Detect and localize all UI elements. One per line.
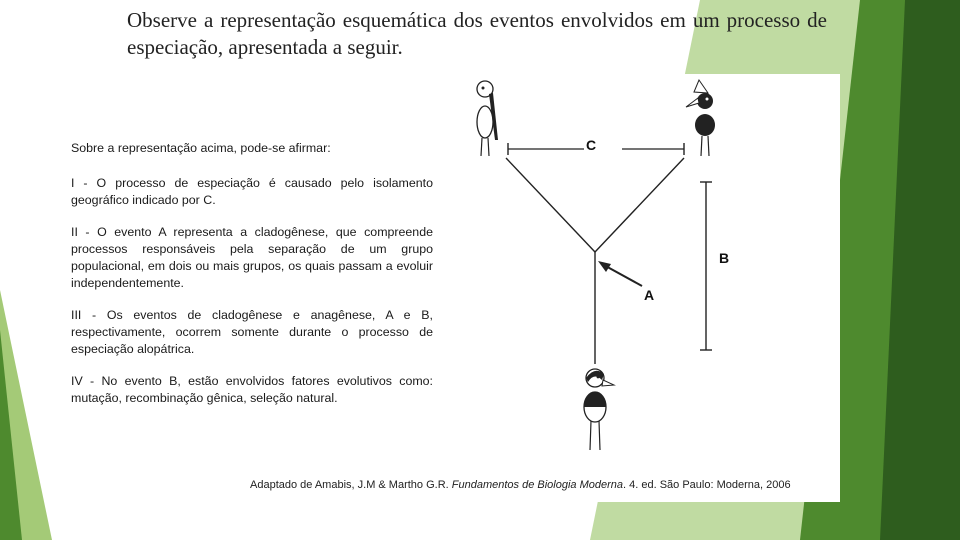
slide-title: Observe a representação esquemática dos eventos envolvidos em um processo de especiação, apresentada a seguir.	[127, 8, 827, 59]
bird-ancestor-icon	[584, 369, 614, 450]
caption-book-title: Fundamentos de Biologia Moderna	[451, 479, 623, 491]
statement-iii: III - Os eventos de cladogênese e anagênese, A e B, respectivamente, ocorrem somente durante o processo de especiação alopátrica.	[71, 308, 433, 356]
statement-iv: IV - No evento B, estão envolvidos fatores evolutivos como: mutação, recombinação gênica, seleção natural.	[71, 374, 433, 405]
caption-prefix: Adaptado de Amabis, J.M & Martho G.R.	[250, 479, 452, 491]
bird-left-icon	[477, 81, 498, 156]
branch-right	[595, 158, 684, 252]
branch-left	[506, 158, 595, 252]
figure-caption	[250, 479, 835, 491]
statement-ii: II - O evento A representa a cladogênese, que compreende processos responsáveis pela separação de um grupo populacional, em dois ou mais grupos, os quais passam a evoluir independentemente.	[71, 225, 433, 290]
statement-i: I - O processo de especiação é causado pelo isolamento geográfico indicado por C.	[71, 176, 433, 207]
label-c: C	[586, 137, 597, 153]
figure-panel	[62, 74, 840, 502]
label-a: A	[644, 287, 655, 303]
a-arrowhead	[598, 261, 611, 272]
bird-right-icon	[686, 80, 715, 156]
label-b: B	[719, 250, 730, 266]
statements-intro: Sobre a representação acima, pode-se afirmar:	[71, 141, 331, 155]
caption-suffix: . 4. ed. São Paulo: Moderna, 2006	[623, 479, 791, 491]
statements-block	[71, 140, 433, 422]
